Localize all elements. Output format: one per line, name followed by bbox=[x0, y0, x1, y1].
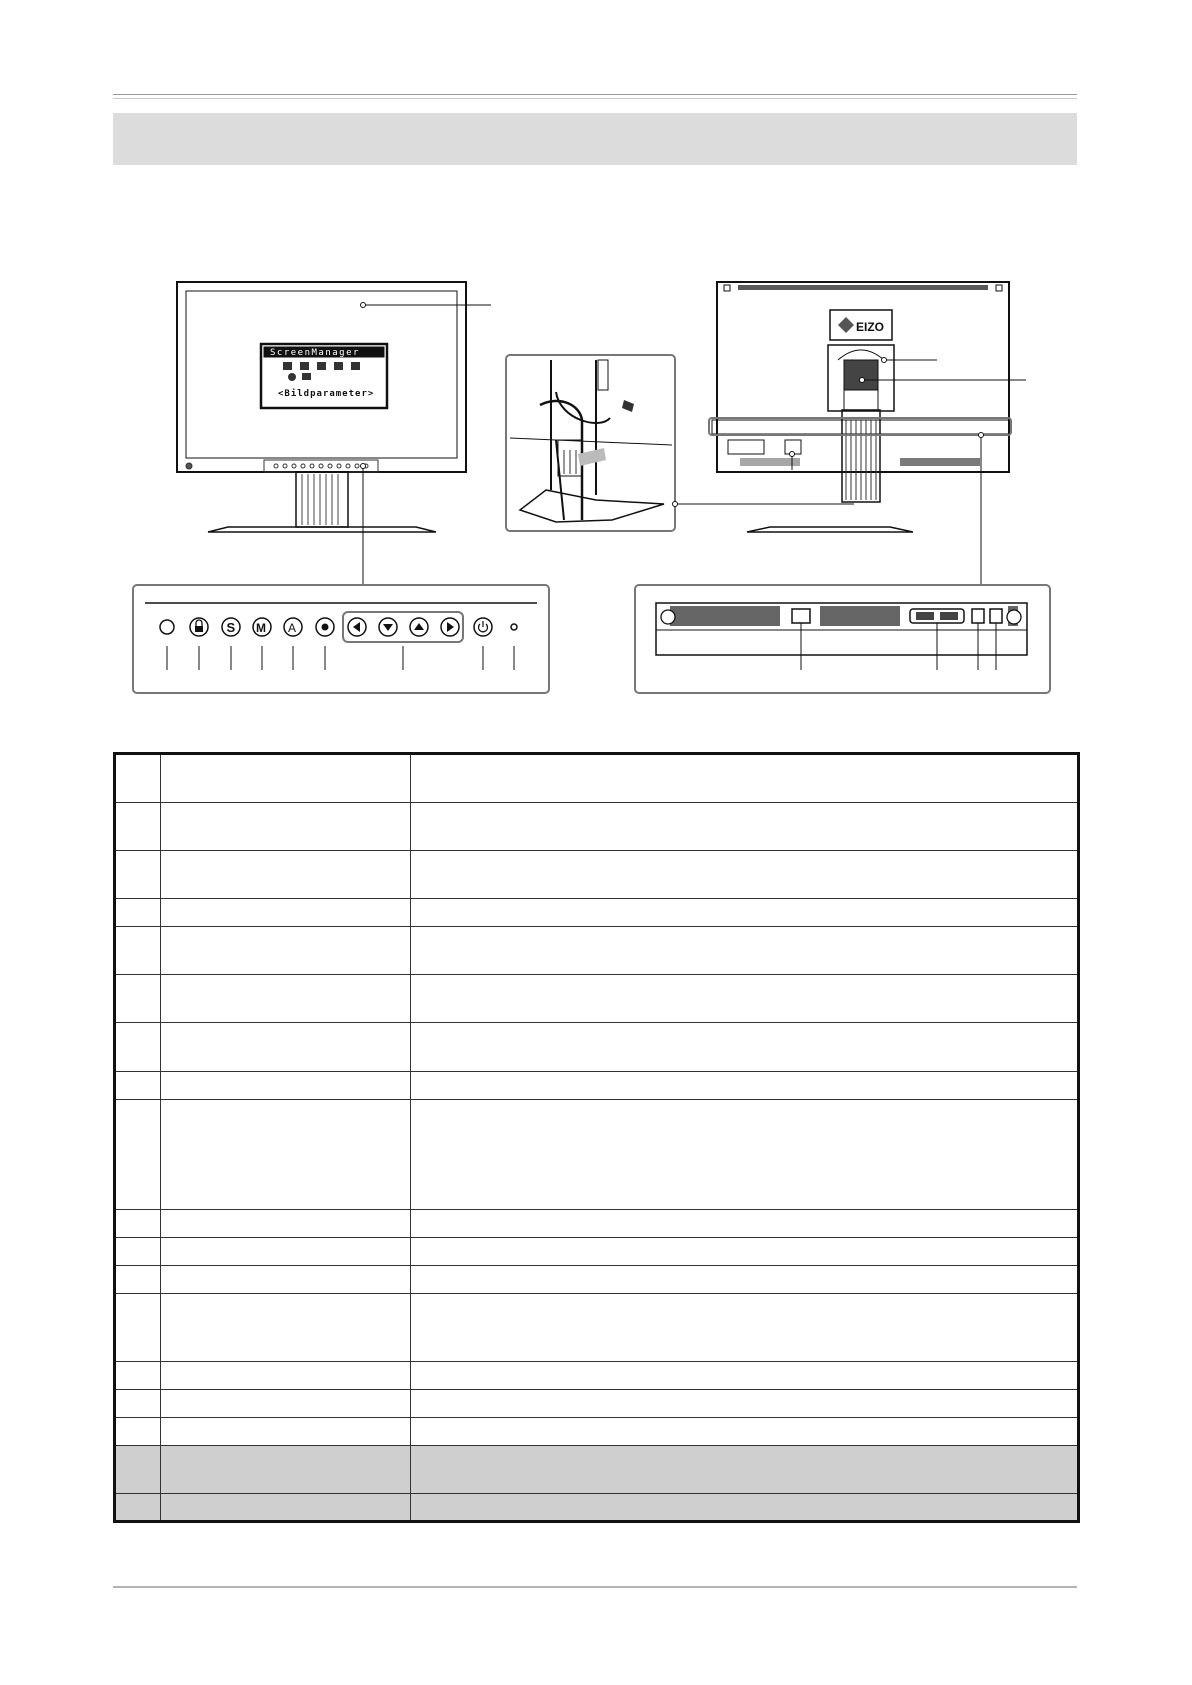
bottom-rule bbox=[113, 1586, 1077, 1588]
cell-description bbox=[411, 1390, 1079, 1418]
cell-number bbox=[115, 803, 161, 851]
cell-name bbox=[161, 1294, 411, 1362]
usb-up-icon bbox=[972, 609, 984, 623]
rear-connector-panel bbox=[635, 585, 1050, 693]
s-button-icon bbox=[222, 618, 240, 636]
cell-description bbox=[411, 1446, 1079, 1494]
front-view bbox=[177, 282, 491, 585]
lock-icon bbox=[190, 618, 208, 636]
cell-number bbox=[115, 1294, 161, 1362]
cell-name bbox=[161, 1362, 411, 1390]
cell-name bbox=[161, 975, 411, 1023]
cell-number bbox=[115, 1494, 161, 1522]
table-row bbox=[115, 1294, 1079, 1362]
monitor-illustrations bbox=[0, 0, 1192, 700]
cell-number bbox=[115, 975, 161, 1023]
cell-description bbox=[411, 1266, 1079, 1294]
parts-table-body bbox=[115, 754, 1079, 1522]
cell-name bbox=[161, 1390, 411, 1418]
power-connector-icon bbox=[792, 609, 810, 623]
sensor-icon bbox=[160, 620, 174, 634]
table-row bbox=[115, 851, 1079, 899]
cell-description bbox=[411, 899, 1079, 927]
cell-number bbox=[115, 899, 161, 927]
osd-caption: <Bildparameter> bbox=[278, 389, 375, 399]
cell-number bbox=[115, 927, 161, 975]
table-row bbox=[115, 1362, 1079, 1390]
cell-number bbox=[115, 1446, 161, 1494]
table-row bbox=[115, 927, 1079, 975]
cell-number bbox=[115, 1266, 161, 1294]
cell-name bbox=[161, 1266, 411, 1294]
cell-description bbox=[411, 927, 1079, 975]
screen-manager-osd bbox=[261, 344, 387, 408]
cell-description bbox=[411, 1100, 1079, 1210]
cell-name bbox=[161, 1418, 411, 1446]
cell-name bbox=[161, 1023, 411, 1072]
cell-name bbox=[161, 899, 411, 927]
table-row bbox=[115, 1266, 1079, 1294]
cell-description bbox=[411, 803, 1079, 851]
table-row bbox=[115, 1494, 1079, 1522]
table-row bbox=[115, 1446, 1079, 1494]
cell-number bbox=[115, 1418, 161, 1446]
front-button-panel bbox=[133, 585, 549, 693]
cell-description bbox=[411, 1294, 1079, 1362]
left-arrow-icon bbox=[348, 618, 366, 636]
cell-number bbox=[115, 1390, 161, 1418]
top-rule bbox=[113, 94, 1077, 99]
right-arrow-icon bbox=[441, 618, 459, 636]
cell-description bbox=[411, 851, 1079, 899]
cell-name bbox=[161, 1100, 411, 1210]
cell-name bbox=[161, 1446, 411, 1494]
cell-description bbox=[411, 1023, 1079, 1072]
cell-description bbox=[411, 1072, 1079, 1100]
cell-name bbox=[161, 851, 411, 899]
cell-name bbox=[161, 1238, 411, 1266]
table-row bbox=[115, 975, 1079, 1023]
cell-description bbox=[411, 1418, 1079, 1446]
cell-description bbox=[411, 1210, 1079, 1238]
eizo-logo bbox=[830, 310, 892, 340]
svg-text:S: S bbox=[226, 620, 236, 635]
cell-number bbox=[115, 1238, 161, 1266]
usb-down-icon bbox=[990, 609, 1002, 623]
cell-number bbox=[115, 851, 161, 899]
cell-description bbox=[411, 1238, 1079, 1266]
cell-number bbox=[115, 1362, 161, 1390]
table-row bbox=[115, 899, 1079, 927]
m-button-icon bbox=[253, 618, 271, 636]
down-arrow-icon bbox=[379, 618, 397, 636]
cell-name bbox=[161, 1210, 411, 1238]
cell-description bbox=[411, 754, 1079, 803]
power-icon bbox=[474, 618, 492, 636]
parts-table bbox=[113, 752, 1080, 1523]
cell-number bbox=[115, 754, 161, 803]
cell-description bbox=[411, 1362, 1079, 1390]
svg-text:A: A bbox=[288, 621, 297, 635]
table-row bbox=[115, 1390, 1079, 1418]
front-button-strip bbox=[186, 460, 378, 472]
svg-text:M: M bbox=[256, 621, 266, 635]
cell-description bbox=[411, 975, 1079, 1023]
cell-number bbox=[115, 1100, 161, 1210]
rear-view bbox=[709, 282, 1026, 585]
cell-number bbox=[115, 1210, 161, 1238]
table-row bbox=[115, 1072, 1079, 1100]
table-row bbox=[115, 1238, 1079, 1266]
cell-name bbox=[161, 754, 411, 803]
up-arrow-icon bbox=[410, 618, 428, 636]
cell-name bbox=[161, 927, 411, 975]
cell-description bbox=[411, 1494, 1079, 1522]
table-row bbox=[115, 1210, 1079, 1238]
section-header-band bbox=[113, 113, 1077, 165]
table-row bbox=[115, 1023, 1079, 1072]
cell-name bbox=[161, 1494, 411, 1522]
a-button-icon bbox=[284, 618, 302, 636]
table-row bbox=[115, 1100, 1079, 1210]
osd-title: ScreenManager bbox=[270, 348, 360, 358]
cell-name bbox=[161, 803, 411, 851]
cell-name bbox=[161, 1072, 411, 1100]
table-row bbox=[115, 754, 1079, 803]
cell-number bbox=[115, 1072, 161, 1100]
table-row bbox=[115, 1418, 1079, 1446]
brand-logo: EIZO bbox=[856, 320, 885, 334]
table-row bbox=[115, 803, 1079, 851]
indicator-icon bbox=[511, 624, 517, 630]
cable-holder-detail bbox=[506, 355, 854, 531]
enter-icon bbox=[316, 618, 334, 636]
cell-number bbox=[115, 1023, 161, 1072]
